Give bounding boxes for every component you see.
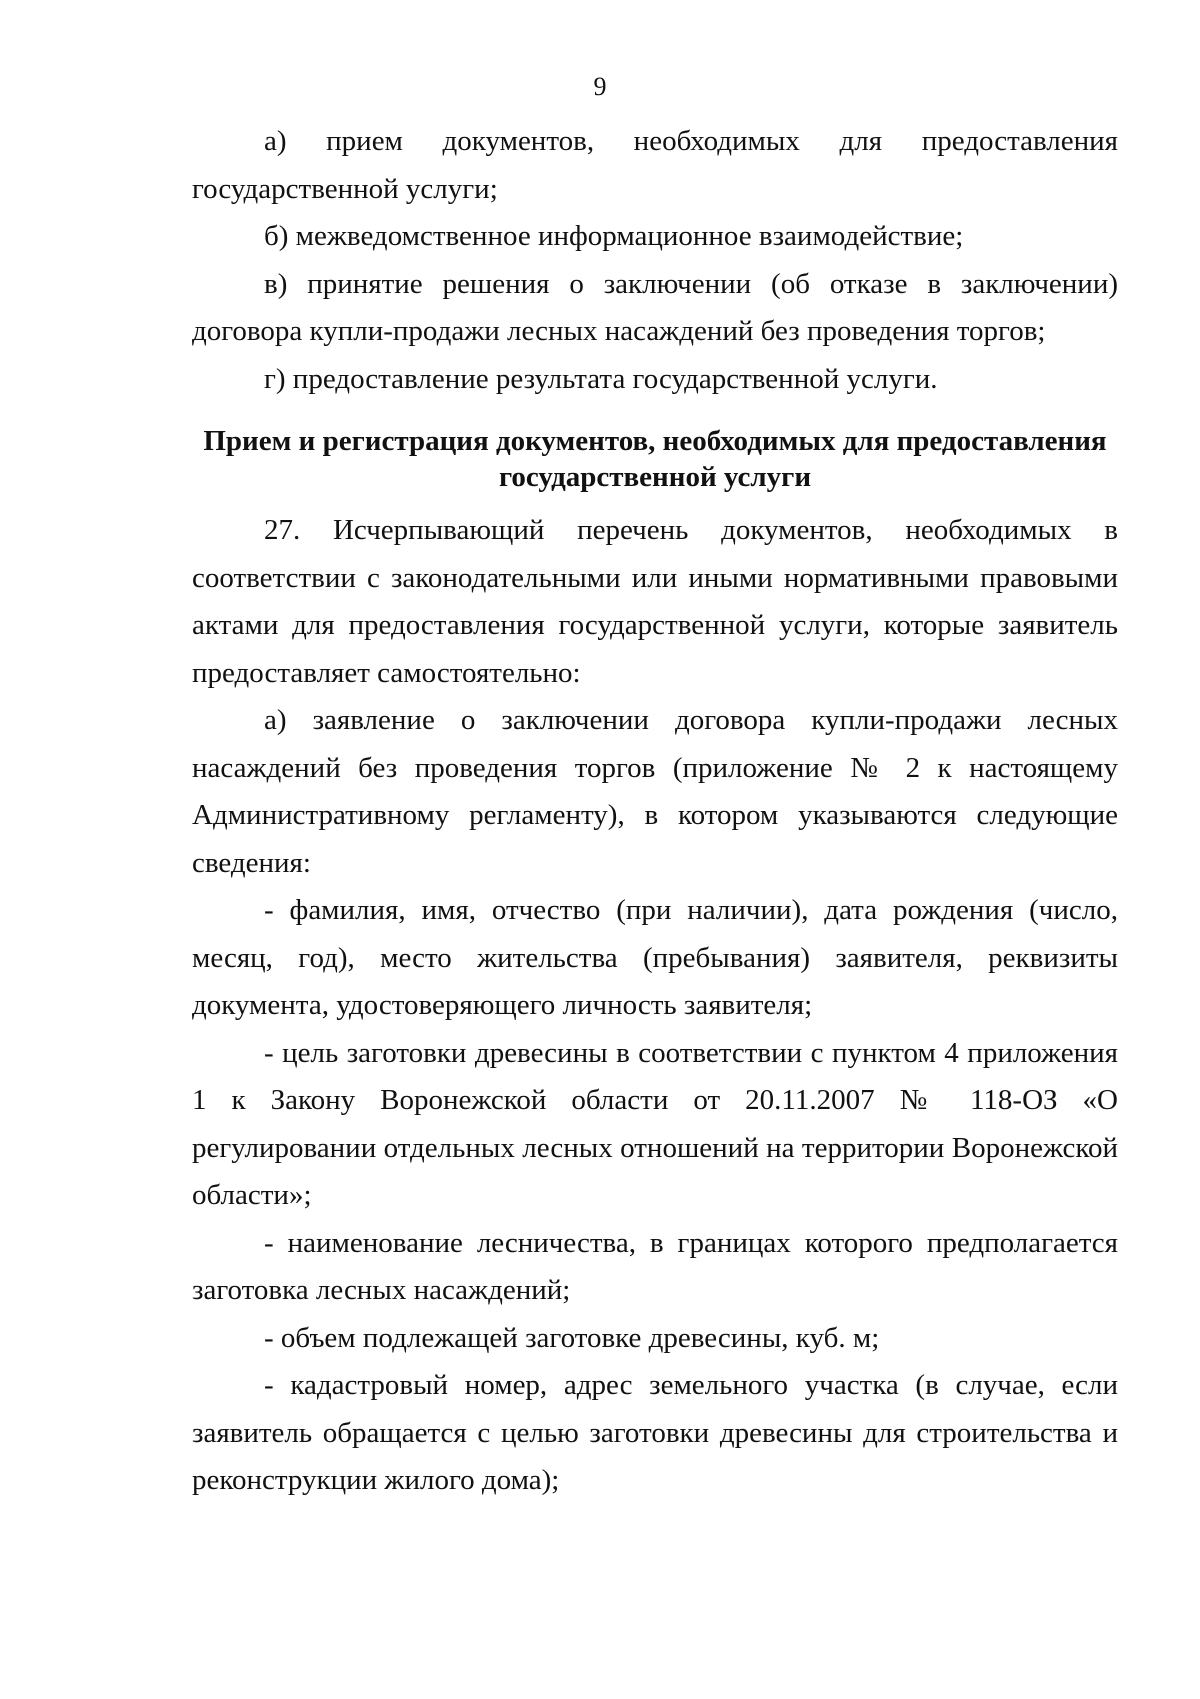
list-item-g: г) предоставление результата государственной услуги. bbox=[264, 362, 938, 395]
page-number: 9 bbox=[593, 72, 607, 101]
list-item-v: в) принятие решения о заключении (об отказе в заключении) договора купли-продажи лесных насаждений без проведения торгов; bbox=[192, 267, 1118, 347]
list-item-a: а) прием документов, необходимых для предоставления государственной услуги; bbox=[192, 125, 1118, 205]
paragraph-27: 27. Исчерпывающий перечень документов, необходимых в соответствии с законодательными или иными нормативными правовыми актами для предоставления государственной услуги, которые заявитель предоставляет самостоятельно: bbox=[192, 514, 1118, 689]
dash-item-purpose: - цель заготовки древесины в соответствии с пунктом 4 приложения 1 к Закону Воронежской области от 20.11.2007 № 118-ОЗ «О регулировании отдельных лесных отношений на территории Воронежской области»; bbox=[192, 1036, 1118, 1211]
dash-item-personal-data: - фамилия, имя, отчество (при наличии), дата рождения (число, месяц, год), место жительства (пребывания) заявителя, реквизиты документа, удостоверяющего личность заявителя; bbox=[192, 894, 1118, 1021]
dash-item-forestry: - наименование лесничества, в границах которого предполагается заготовка лесных насаждений; bbox=[192, 1226, 1118, 1306]
list-item-b: б) межведомственное информационное взаимодействие; bbox=[264, 220, 964, 252]
dash-item-volume: - объем подлежащей заготовке древесины, куб. м; bbox=[264, 1321, 880, 1354]
dash-item-cadastral: - кадастровый номер, адрес земельного участка (в случае, если заявитель обращается с целью заготовки древесины для строительства и реконструкции жилого дома); bbox=[192, 1369, 1118, 1496]
document-body bbox=[192, 118, 1118, 1505]
paragraph-27-item-a: а) заявление о заключении договора купли-продажи лесных насаждений без проведения торгов (приложение № 2 к настоящему Административному регламенту), в котором указываются следующие сведения: bbox=[192, 704, 1118, 879]
section-heading: Прием и регистрация документов, необходимых для предоставления государственной услуги bbox=[203, 425, 1107, 493]
